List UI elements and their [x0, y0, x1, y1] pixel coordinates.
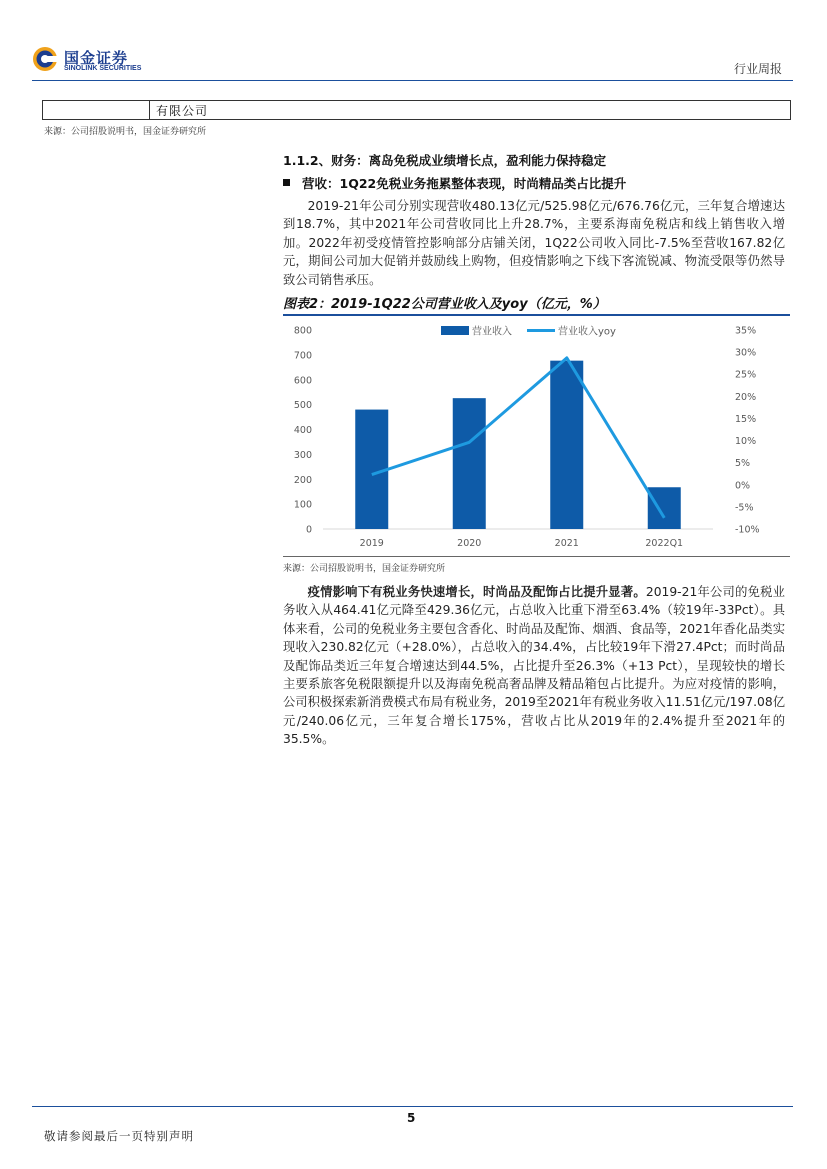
- right-tick-label: 35%: [735, 325, 757, 337]
- chart-legend: [441, 325, 616, 338]
- figure-title: 图表2：2019-1Q22公司营业收入及yoy（亿元，%）: [283, 297, 606, 312]
- left-tick-label: 800: [293, 325, 312, 337]
- x-tick-label: 2019: [359, 538, 384, 549]
- x-tick-label: 2021: [554, 538, 579, 549]
- header-divider: [32, 80, 793, 81]
- logo-text-en: SINOLINK SECURITIES: [64, 65, 142, 72]
- footer-disclaimer: 敬请参阅最后一页特别声明: [44, 1129, 194, 1143]
- bullet-square-icon: [283, 179, 290, 186]
- right-tick-label: 20%: [735, 391, 757, 403]
- right-tick-label: -5%: [735, 502, 754, 514]
- paragraph-body: 2019-21年公司的免税业务收入从464.41亿元降至429.36亿元，占总收入比重下滑至63.4%（较19年-33Pct）。具体来看，公司的免税业务主要包含香化、时尚品及配饰、烟酒、食品等，2021年香化品类实现收入230.82亿元（+28.0%），占总收入的34.4%，占比较19年下滑27.4Pct；而时尚品及配饰品类近三年复合增速达到44.5%，占比提升至26.3%（+13 Pct），呈现较快的增长主要系旅客免税限额提升以及海南免税高奢品牌及精品箱包占比提升。为应对疫情的影响，公司积极探索新消费模式布局有税业务，2019至2021年有税业务收入11.51亿元/197.08亿元/240.06亿元，三年复合增长175%，营收占比从2019年的2.4%提升至2021年的35.5%。: [283, 585, 785, 747]
- company-logo: [32, 46, 162, 76]
- bar-series: [355, 361, 681, 529]
- legend-bar-swatch: [441, 326, 469, 335]
- right-tick-label: 30%: [735, 347, 757, 359]
- paragraph-revenue: 2019-21年公司分别实现营收480.13亿元/525.98亿元/676.76亿元，三年复合增速达到18.7%，其中2021年公司营收同比上升28.7%，主要系海南免税店和线上销售收入增加。2022年初受疫情管控影响部分店铺关闭，1Q22公司收入同比-7.5%至营收167.82亿元，期间公司加大促销并鼓励线上购物，但疫情影响之下线下客流锐减、物流受限等仍然导致公司销售承压。: [283, 199, 785, 287]
- right-tick-label: 0%: [735, 480, 751, 492]
- left-tick-label: 700: [293, 350, 312, 362]
- x-axis: [360, 538, 683, 549]
- revenue-yoy-chart: [283, 317, 790, 553]
- table-row: [42, 100, 791, 120]
- right-tick-label: 10%: [735, 436, 757, 448]
- left-tick-label: 400: [293, 425, 312, 436]
- right-tick-label: 5%: [735, 458, 751, 470]
- x-tick-label: 2022Q1: [645, 538, 684, 549]
- bullet-heading-text: 营收：1Q22免税业务拖累整体表现，时尚精品类占比提升: [302, 176, 627, 191]
- line-series: [372, 358, 665, 518]
- paragraph-lead: 疫情影响下有税业务快速增长，时尚品及配饰占比提升显著。: [307, 585, 646, 599]
- section-heading: 1.1.2、财务：离岛免税成业绩增长点，盈利能力保持稳定: [283, 153, 607, 168]
- logo-mark-icon: [32, 46, 58, 72]
- report-type-label: 行业周报: [733, 62, 782, 76]
- revenue-bar: [453, 398, 486, 529]
- left-tick-label: 200: [293, 474, 312, 486]
- revenue-bar: [550, 361, 583, 529]
- right-tick-label: 25%: [735, 369, 757, 381]
- table-cell: 有限公司: [156, 104, 209, 118]
- left-axis: [294, 326, 312, 536]
- right-tick-label: -10%: [735, 524, 760, 536]
- paragraph-tax-business: [283, 583, 785, 749]
- legend-line-label: 营业收入yoy: [558, 326, 616, 338]
- right-axis: [735, 326, 760, 536]
- left-tick-label: 600: [293, 375, 312, 387]
- figure-bottom-rule: [283, 556, 790, 557]
- x-tick-label: 2020: [457, 538, 482, 549]
- legend-bar-label: 营业收入: [472, 326, 512, 338]
- figure-source-note: 来源：公司招股说明书，国金证券研究所: [283, 564, 446, 574]
- bullet-heading: [283, 174, 626, 192]
- left-tick-label: 0: [305, 524, 312, 536]
- table-column-divider: [149, 100, 150, 120]
- left-tick-label: 500: [293, 400, 312, 412]
- yoy-line: [372, 358, 665, 518]
- table-source-note: 来源：公司招股说明书，国金证券研究所: [44, 127, 207, 137]
- revenue-bar: [648, 487, 681, 529]
- footer-divider: [32, 1106, 793, 1107]
- figure-top-rule: [283, 314, 790, 316]
- page-number: 5: [407, 1111, 416, 1125]
- left-tick-label: 100: [293, 499, 312, 511]
- right-tick-label: 15%: [735, 413, 757, 425]
- left-tick-label: 300: [293, 449, 312, 461]
- logo-text-cn: 国金证券: [64, 49, 129, 67]
